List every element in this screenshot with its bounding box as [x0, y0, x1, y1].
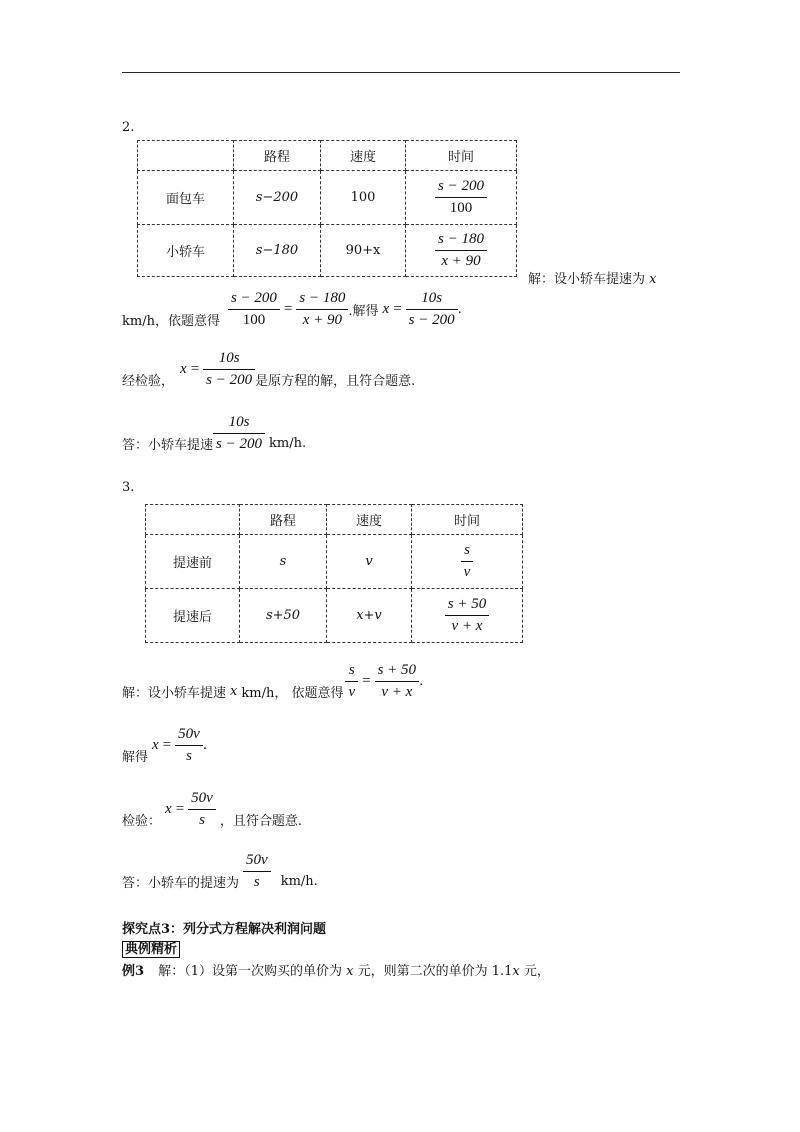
table-row — [146, 535, 523, 589]
distance-cell: s+50 — [240, 589, 327, 643]
row-label: 小轿车 — [138, 225, 234, 277]
problem-3-number: 3. — [122, 480, 135, 495]
table-header-cell: 速度 — [327, 505, 412, 535]
speed-cell: 100 — [321, 171, 406, 225]
row-label: 提速后 — [146, 589, 240, 643]
table-row — [138, 225, 517, 277]
problem-3-answer-line: 答：小轿车的提速为 $\frac{50v}{s}$ km/h. — [122, 852, 318, 892]
table-header-cell: 路程 — [240, 505, 327, 535]
example-box-label: 典例精析 — [122, 938, 180, 957]
problem-2-check-line: 经检验， x = $\frac{10s}{s - 200}$ 是原方程的解，且符合题意. — [122, 350, 416, 390]
section-title: 探究点3：列分式方程解决利润问题 — [122, 922, 327, 937]
time-cell: $\frac{s - 180}{x + 90}$ — [406, 225, 517, 277]
table-header-cell — [138, 141, 234, 171]
problem-2-number: 2. — [122, 120, 135, 135]
time-cell: $\frac{s}{v}$ — [412, 535, 523, 589]
table-header-cell: 时间 — [406, 141, 517, 171]
distance-cell: s−180 — [234, 225, 321, 277]
problem-3-check-line: 检验： x = $\frac{50v}{s}$ ，且符合题意. — [122, 790, 302, 830]
speed-cell: v — [327, 535, 412, 589]
example-3-line: 例3 解：（1）设第一次购买的单价为 x 元，则第二次的单价为 1.1x 元， — [122, 964, 550, 979]
table-header-cell: 速度 — [321, 141, 406, 171]
table-header-cell — [146, 505, 240, 535]
header-rule — [122, 72, 680, 73]
row-label: 面包车 — [138, 171, 234, 225]
speed-cell: x+v — [327, 589, 412, 643]
time-cell: $\frac{s + 50}{v + x}$ — [412, 589, 523, 643]
distance-cell: s−200 — [234, 171, 321, 225]
problem-3-result-line: 解得 x = $\frac{50v}{s}$ . — [122, 726, 207, 766]
problem-3-table — [145, 504, 523, 643]
table-row — [146, 589, 523, 643]
problem-3-solve-line: 解：设小轿车提速 x km/h， 依题意得 $\frac{s}{v}$ = $\frac{s + 50}{v + x}$ . — [122, 662, 424, 702]
table-row — [138, 171, 517, 225]
problem-2-table — [137, 140, 517, 277]
table-header-cell: 时间 — [412, 505, 523, 535]
problem-2-solve-intro: 解：设小轿车提速为 x — [528, 272, 657, 287]
problem-2-answer-line: 答：小轿车提速 $\frac{10s}{s - 200}$ km/h. — [122, 414, 307, 454]
table-header-cell: 路程 — [234, 141, 321, 171]
time-cell: $\frac{s - 200}{100}$ — [406, 171, 517, 225]
speed-cell: 90+x — [321, 225, 406, 277]
problem-2-equation-line: km/h，依题意得 $\frac{s - 200}{100}$ = $\frac{s - 180}{x + 90}$ .解得 x = $\frac{10s}{s - 200}$ . — [122, 290, 462, 330]
distance-cell: s — [240, 535, 327, 589]
row-label: 提速前 — [146, 535, 240, 589]
